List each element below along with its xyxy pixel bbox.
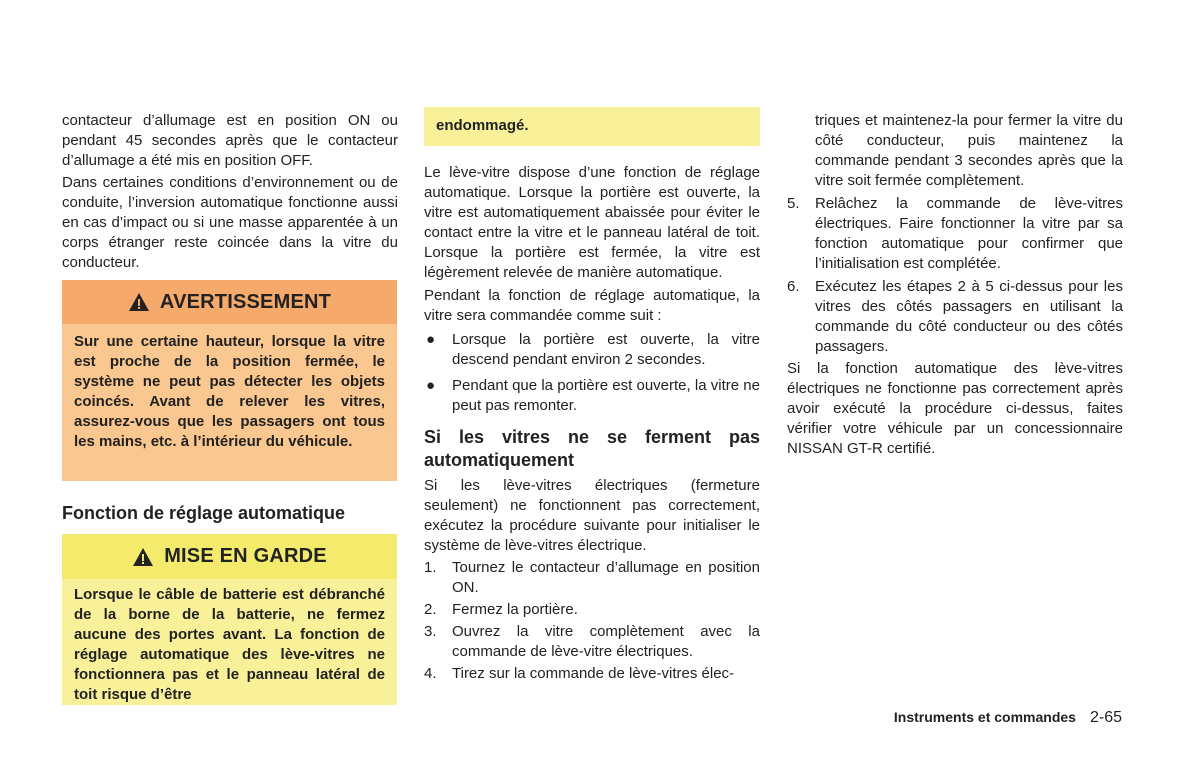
bullet-text: Pendant que la portière est ouverte, la vitre ne peut pas remonter. [452,377,760,414]
list-item: 2. Fermez la portière. [424,601,578,618]
paragraph-dealer: Si la fonction automatique des lève-vitres électriques ne fonctionne pas correctement après avoir exécuté la procédure ci-dessus, faites vérifier votre véhicule par un concessionnaire NISSAN GT-R certifié. [787,360,1123,457]
warning-title: AVERTISSEMENT [159,290,332,313]
page-footer [894,709,1122,727]
warning-triangle-icon [128,292,150,312]
paragraph-conditions: Dans certaines conditions d’environnement ou de conduite, l’inversion automatique fonctionne aussi en cas d’impact ou si une masse apparentée à un corps étranger reste coincée dans la vitre du conducteur. [62,174,398,271]
paragraph-init-intro: Si les lève-vitres électriques (fermeture seulement) ne fonctionnent pas correctement, exécutez la procédure suivante pour initialiser le système de lève-vitres électrique. [424,477,760,554]
list-item: 6. Exécutez les étapes 2 à 5 ci-dessus pour les vitres des côtés passagers en utilisant la commande du côté conducteur ou des côtés passagers. [787,278,1123,355]
paragraph-commanded: Pendant la fonction de réglage automatique, la vitre sera commandée comme suit : [424,287,760,324]
paragraph-auto-adjust: Le lève-vitre dispose d’une fonction de réglage automatique. Lorsque la portière est ouverte, la vitre est automatiquement abaissée pour éviter le contact entre la vitre et le panneau latéral de toit. Lorsque la portière est fermée, la vitre est légèrement relevée de manière automatique. [424,164,760,281]
step-text: Fermez la portière. [452,601,578,618]
warning-header [62,280,397,324]
caution-triangle-icon [132,547,154,567]
caution-body: Lorsque le câble de batterie est débranché de la borne de la batterie, ne fermez aucune des portes avant. La fonction de réglage automatique des lève-vitres ne fonctionnera pas et le panneau latéral de toit risque d’être [62,579,397,705]
caution-continued-box: endommagé. [424,107,760,146]
column-right [787,0,1123,459]
list-item: 3. Ouvrez la vitre complètement avec la commande de lève-vitre électriques. [424,623,760,660]
caution-header [62,534,397,579]
step-text: Exécutez les étapes 2 à 5 ci-dessus pour les vitres des côtés passagers en utilisant la commande du côté conducteur ou des côtés passagers. [815,278,1123,355]
paragraph-step4-continued: triques et maintenez-la pour fermer la vitre du côté conducteur, puis maintenez la commande pendant 3 secondes après que la vitre soit fermée complètement. [815,112,1123,189]
page-number: 2-65 [1089,709,1122,726]
column-middle [424,0,760,684]
step-text: Relâchez la commande de lève-vitres électriques. Faire fonctionner la vitre par sa fonction automatique pour confirmer que l’initialisation est complétée. [815,195,1123,272]
step-text: Tournez le contacteur d’allumage en position ON. [452,559,760,596]
list-item: ● Lorsque la portière est ouverte, la vitre descend pendant environ 2 secondes. [426,331,760,368]
warning-box [62,280,397,481]
caution-title: MISE EN GARDE [164,545,327,567]
caution-box [62,534,397,705]
bullet-text: Lorsque la portière est ouverte, la vitre descend pendant environ 2 secondes. [452,331,760,368]
list-item: ● Pendant que la portière est ouverte, la vitre ne peut pas remonter. [426,377,760,414]
section-heading-not-closing: Si les vitres ne se ferment pas automatiquement [424,427,760,470]
bullet-list [424,330,760,416]
column-left [62,0,398,273]
warning-body: Sur une certaine hauteur, lorsque la vitre est proche de la position fermée, le système ne peut pas détecter les objets coincés. Avant de relever les vitres, assurez-vous que les passagers ont tous les mains, etc. à l’intérieur du véhicule. [62,324,397,481]
list-item: 5. Relâchez la commande de lève-vitres électriques. Faire fonctionner la vitre par sa fonction automatique pour confirmer que l’initialisation est complétée. [787,195,1123,272]
steps-list-continued [787,194,1123,357]
step-text: Tirez sur la commande de lève-vitres élec- [452,665,735,682]
footer-section-title: Instruments et commandes [893,709,1076,725]
step-text: Ouvrez la vitre complètement avec la commande de lève-vitre électriques. [452,623,760,660]
list-item: 4. Tirez sur la commande de lève-vitres élec- [424,665,735,682]
section-heading-auto-adjust: Fonction de réglage automatique [62,503,346,523]
steps-list [424,558,760,684]
paragraph-ignition: contacteur d’allumage est en position ON ou pendant 45 secondes après que le contacteur d’allumage a été mis en position OFF. [62,112,398,169]
list-item: 1. Tournez le contacteur d’allumage en position ON. [424,559,760,596]
